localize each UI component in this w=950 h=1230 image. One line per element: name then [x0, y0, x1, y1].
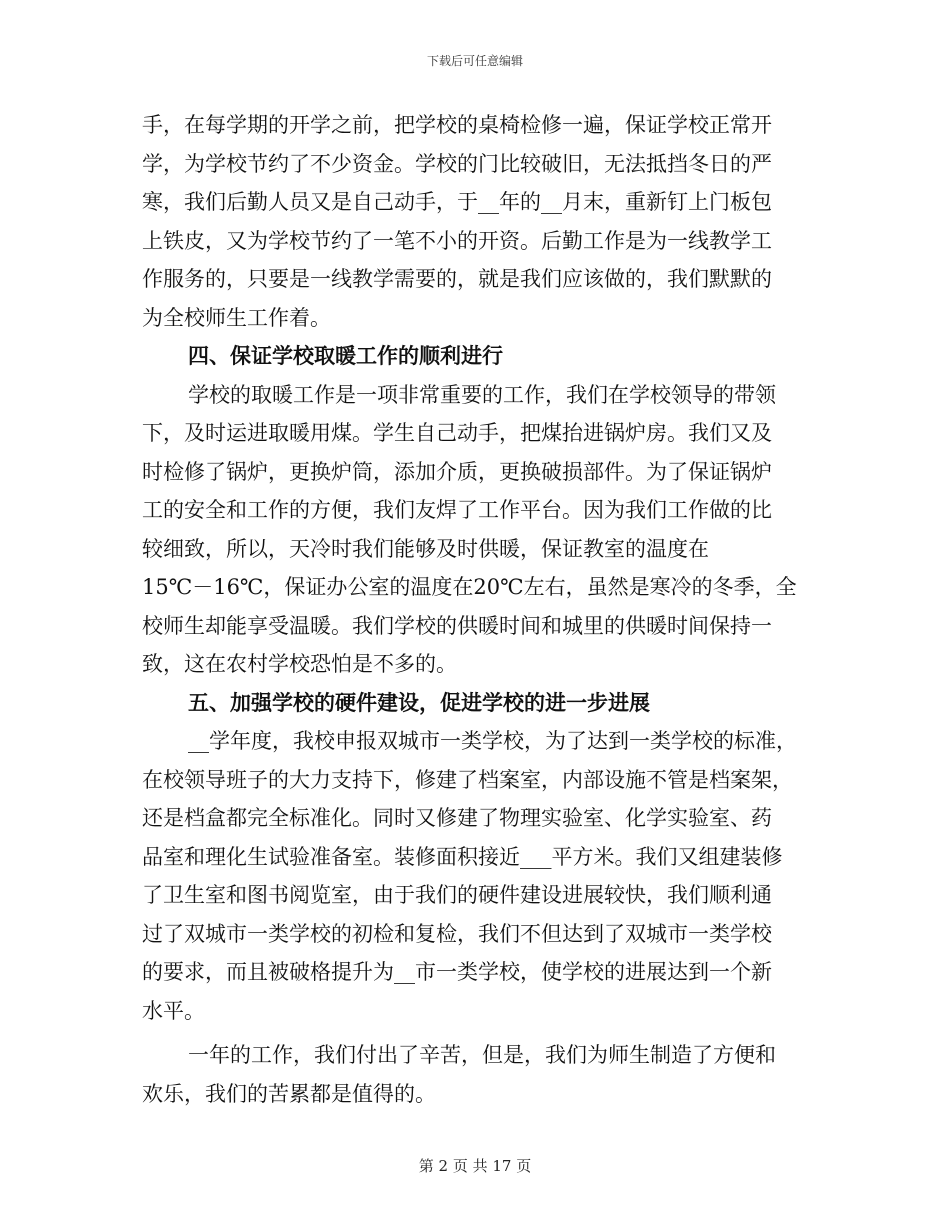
page-header-note: 下载后可任意编辑 — [426, 54, 523, 68]
text-line: 致，这在农村学校恐怕是不多的。 — [142, 652, 457, 676]
text-line: 品室和理化生试验准备室。装修面积接近___平方米。我们又组建装修 — [142, 844, 783, 869]
text-line: 一年的工作，我们付出了辛苦，但是，我们为师生制造了方便和 — [188, 1043, 776, 1067]
text-line: 过了双城市一类学校的初检和复检，我们不但达到了双城市一类学校 — [142, 921, 772, 946]
text-line: 欢乐，我们的苦累都是值得的。 — [142, 1081, 436, 1106]
section-heading-4: 四、保证学校取暖工作的顺利进行 — [188, 343, 503, 368]
text-line: 还是档盒都完全标准化。同时又修建了物理实验室、化学实验室、药 — [142, 806, 772, 830]
text-line: 15℃－16℃，保证办公室的温度在20℃左右，虽然是寒冷的冬季，全 — [142, 575, 797, 599]
text-line: 作服务的，只要是一线教学需要的，就是我们应该做的，我们默默的 — [142, 267, 772, 291]
text-line: 寒，我们后勤人员又是自己动手，于__年的__月末，重新钉上门板包 — [142, 190, 772, 214]
section-heading-5: 五、加强学校的硬件建设，促进学校的进一步进展 — [188, 689, 650, 715]
text-line: 了卫生室和图书阅览室，由于我们的硬件建设进展较快，我们顺利通 — [142, 883, 772, 907]
text-line: 学，为学校节约了不少资金。学校的门比较破旧，无法抵挡冬日的严 — [142, 151, 772, 176]
text-line: 水平。 — [142, 998, 205, 1023]
text-line: 上铁皮，又为学校节约了一笔不小的开资。后勤工作是为一线教学工 — [142, 228, 772, 253]
text-line: 为全校师生工作着。 — [142, 305, 331, 330]
document-body — [142, 106, 807, 1113]
text-line: 手，在每学期的开学之前，把学校的桌椅检修一遍，保证学校正常开 — [142, 113, 772, 137]
text-line: 校师生却能享受温暖。我们学校的供暖时间和城里的供暖时间保持一 — [142, 613, 772, 638]
text-line: 在校领导班子的大力支持下，修建了档案室，内部设施不管是档案架， — [142, 767, 793, 792]
text-line: 的要求，而且被破格提升为__市一类学校，使学校的进展达到一个新 — [142, 960, 772, 984]
text-line: 学校的取暖工作是一项非常重要的工作，我们在学校领导的带领 — [188, 382, 776, 407]
text-line: 较细致，所以，天冷时我们能够及时供暖，保证教室的温度在 — [142, 536, 709, 561]
text-line: 工的安全和工作的方便，我们友焊了工作平台。因为我们工作做的比 — [142, 498, 772, 522]
text-line: __学年度，我校申报双城市一类学校，为了达到一类学校的标准， — [188, 729, 797, 753]
text-line: 下，及时运进取暖用煤。学生自己动手，把煤抬进锅炉房。我们又及 — [142, 421, 772, 445]
text-line: 时检修了锅炉，更换炉筒，添加介质，更换破损部件。为了保证锅炉 — [142, 459, 772, 484]
page-footer-number: 第 2 页 共 17 页 — [418, 1157, 532, 1175]
